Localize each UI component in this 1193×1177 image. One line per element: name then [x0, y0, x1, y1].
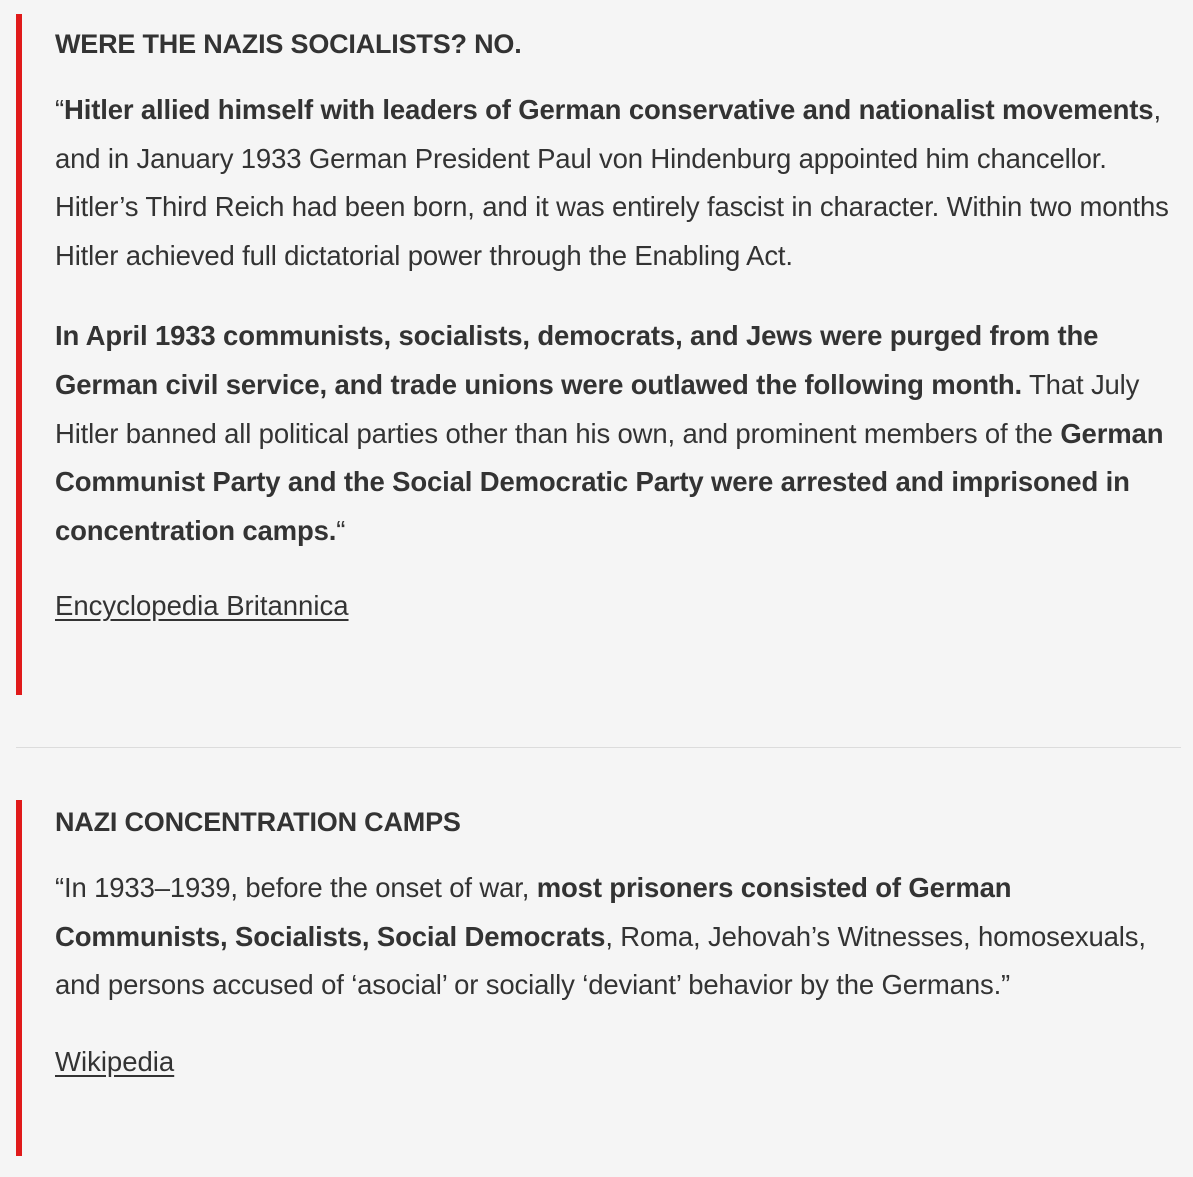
section-divider: [16, 747, 1181, 748]
quote-block-nazis-socialists: [16, 14, 1176, 695]
quote-paragraph: [55, 86, 1176, 280]
body-text: , Roma, Jehovah’s Witnesses, homosexuals, and persons accused of ‘asocial’ or socially ‘deviant’ behavior by the Germans.”: [55, 920, 1146, 1001]
bold-text: most prisoners consisted of German Communists, Socialists, Social Democrats: [55, 872, 1012, 952]
close-quote: “: [336, 514, 346, 546]
open-quote: “: [55, 94, 65, 125]
section-heading: NAZI CONCENTRATION CAMPS: [55, 807, 461, 837]
source-link-britannica[interactable]: Encyclopedia Britannica: [55, 590, 349, 622]
source-link-wikipedia[interactable]: Wikipedia: [55, 1045, 175, 1077]
quote-paragraph: [55, 864, 1176, 1010]
quote-paragraph: [55, 312, 1176, 555]
quote-block-concentration-camps: [16, 800, 1176, 1156]
source-container: [55, 1042, 1176, 1082]
bold-text: German Communist Party and the Social Democratic Party were arrested and imprisoned in concentration camps.: [55, 417, 1164, 546]
body-text: , and in January 1933 German President Paul von Hindenburg appointed him chancellor. Hitler’s Third Reich had been born, and it was entirely fascist in character. Within two months Hitler achieved full dictatorial power through the Enabling Act.: [55, 94, 1169, 271]
body-text: “In 1933–1939, before the onset of war,: [55, 872, 537, 903]
bold-text: In April 1933 communists, socialists, democrats, and Jews were purged from the German civil service, and trade unions were outlawed the following month.: [55, 320, 1099, 400]
source-container: [55, 586, 1176, 626]
bold-text: Hitler allied himself with leaders of German conservative and nationalist movements: [64, 94, 1154, 125]
section-heading: WERE THE NAZIS SOCIALISTS? NO.: [55, 29, 522, 59]
body-text: That July Hitler banned all political parties other than his own, and prominent members of the: [55, 368, 1140, 449]
